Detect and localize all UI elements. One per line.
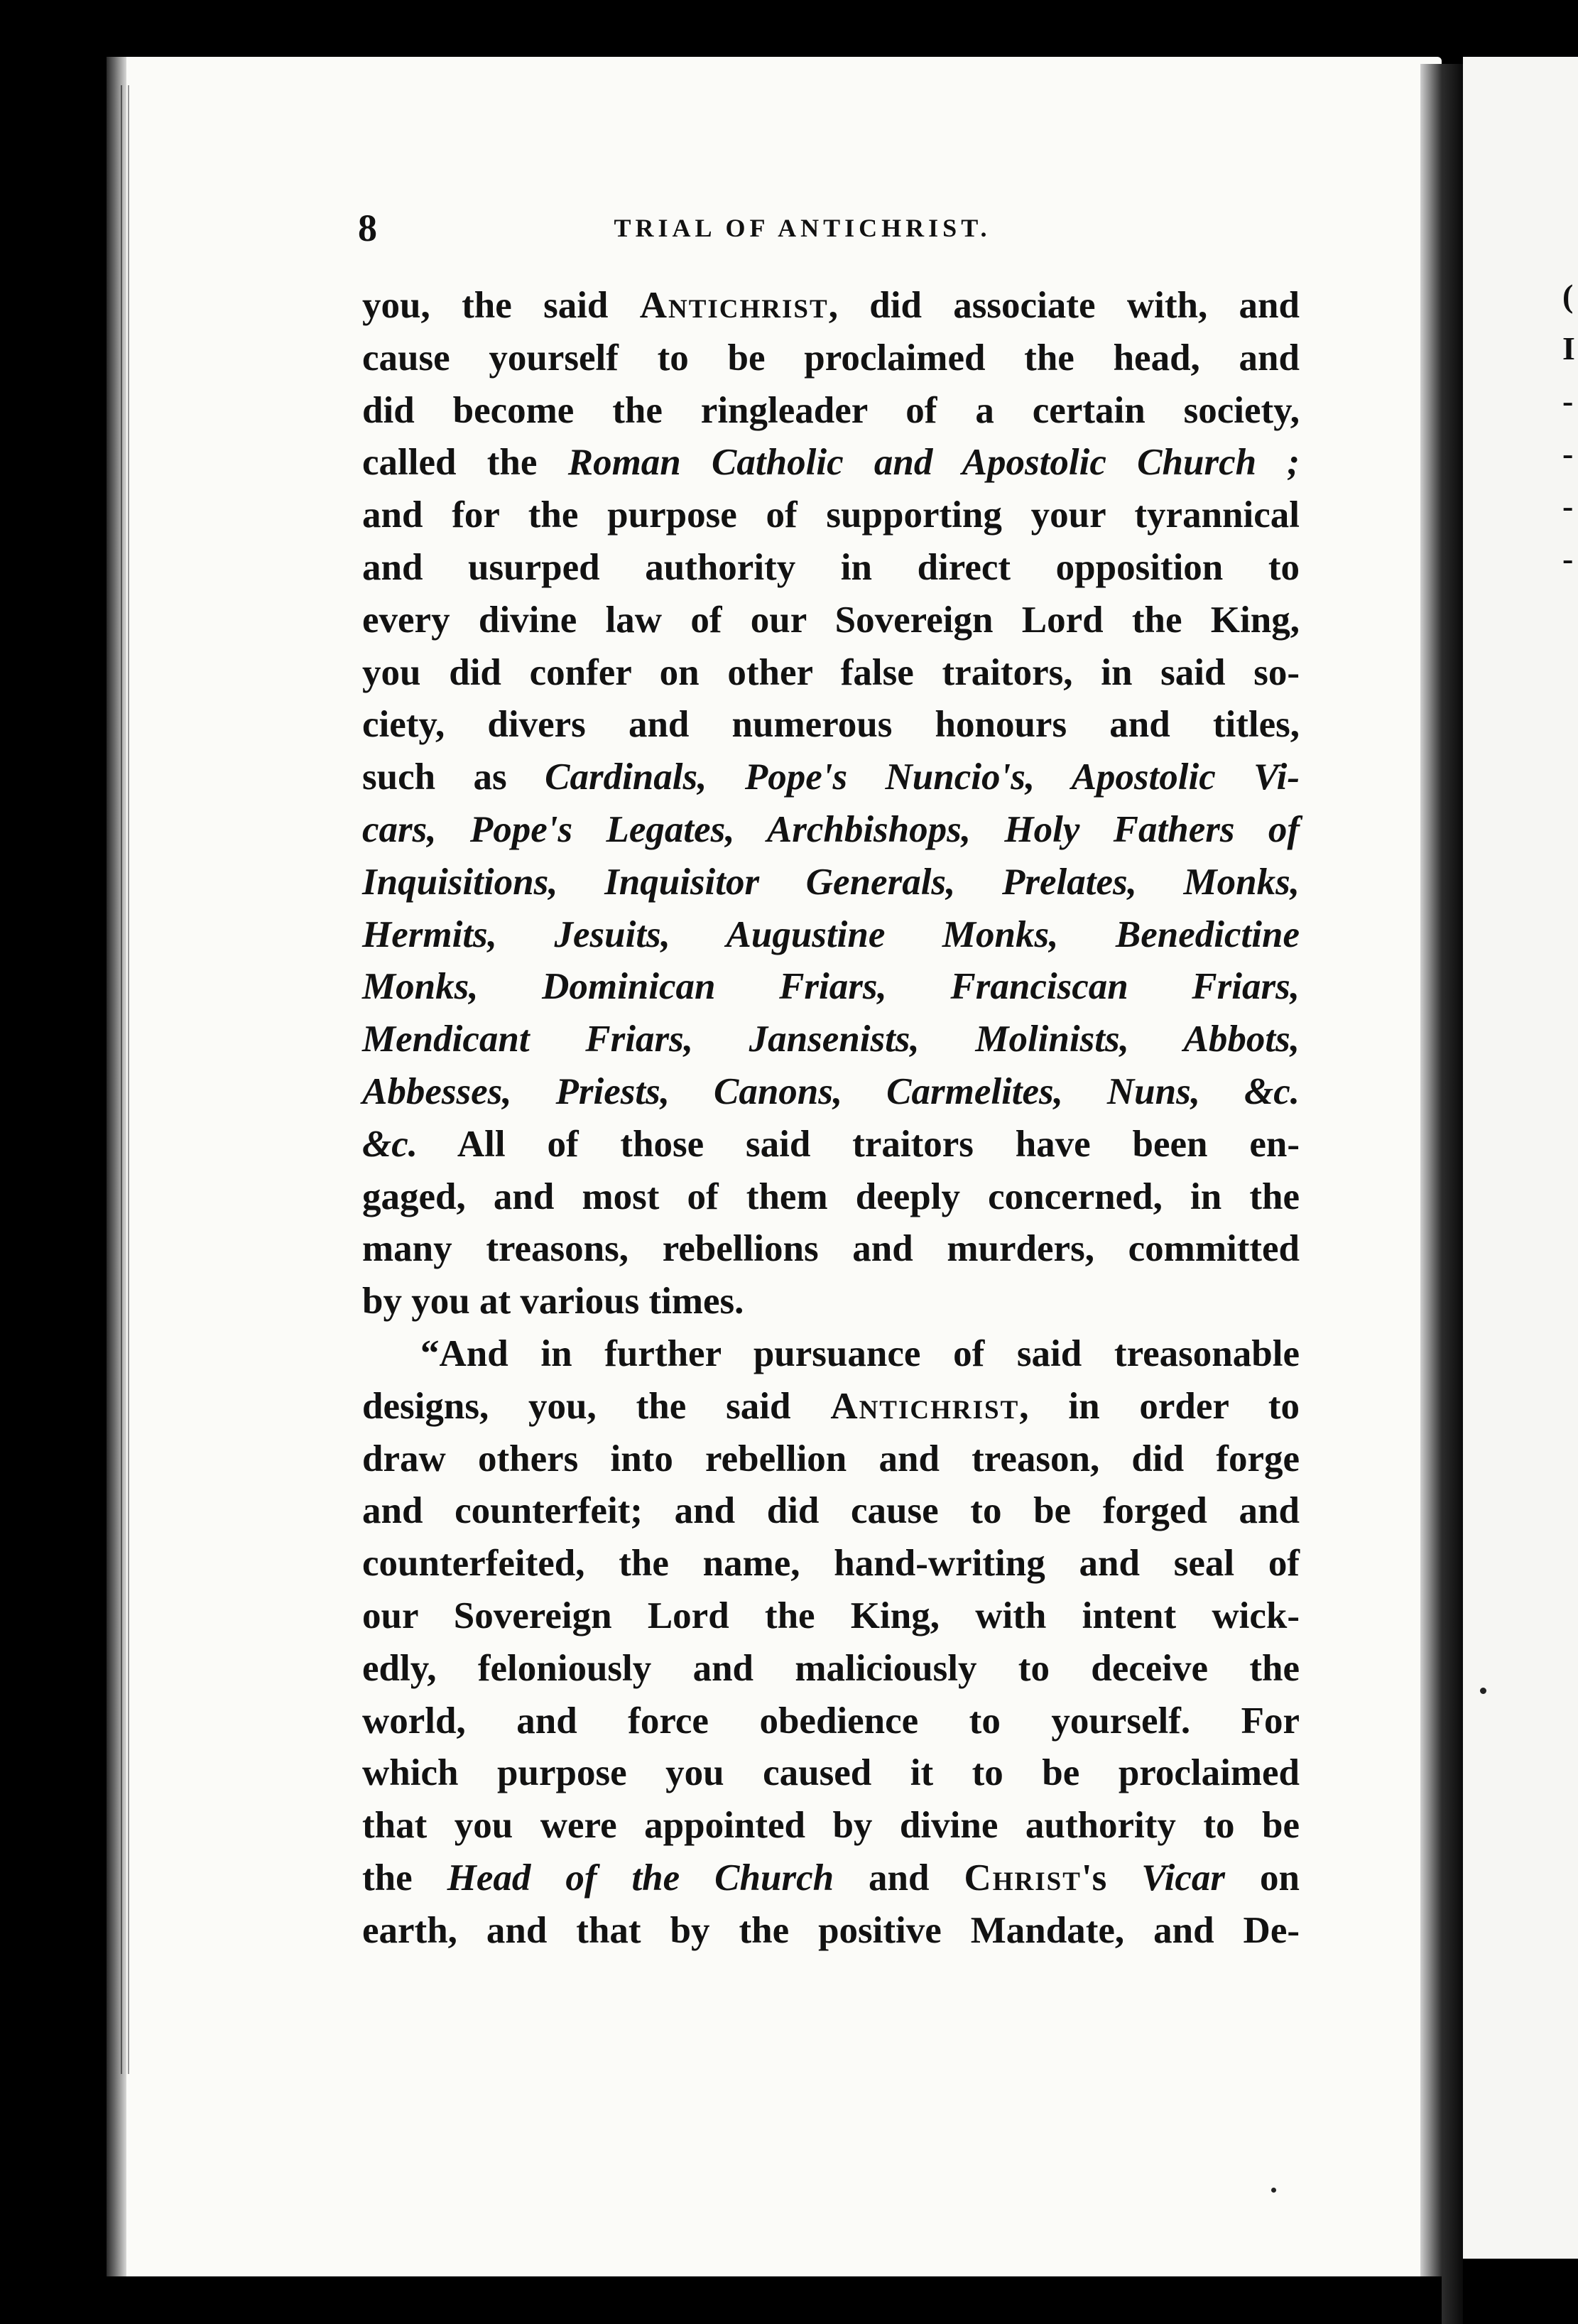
text-run: such as bbox=[362, 756, 545, 798]
text-line: earth, and that by the positive Mandate, and De- bbox=[362, 1909, 1300, 1951]
text-line: our Sovereign Lord the King, with intent wick- bbox=[362, 1595, 1300, 1636]
text-line: every divine law of our Sovereign Lord the King, bbox=[362, 599, 1300, 641]
text-line bbox=[362, 1852, 1300, 1905]
text-line: did become the ringleader of a certain society, bbox=[362, 389, 1300, 431]
text-run: , in order to bbox=[1019, 1385, 1300, 1427]
text-line bbox=[362, 1119, 1300, 1171]
italic-run: Vicar bbox=[1141, 1857, 1226, 1899]
next-page-char: - bbox=[1562, 383, 1574, 419]
text-run: called the bbox=[362, 442, 568, 484]
book-gutter bbox=[1420, 64, 1463, 2324]
text-line: and usurped authority in direct opposition to bbox=[362, 546, 1300, 588]
bottom-shadow bbox=[107, 2276, 1442, 2324]
text-line: many treasons, rebellions and murders, committed bbox=[362, 1228, 1300, 1270]
italic-run: &c. bbox=[362, 1123, 418, 1165]
text-line: ciety, divers and numerous honours and titles, bbox=[362, 704, 1300, 746]
italic-run: Roman Catholic and Apostolic Church ; bbox=[567, 442, 1300, 484]
italic-run: Head of the Church bbox=[447, 1857, 834, 1899]
next-page-char: ( bbox=[1562, 278, 1574, 314]
text-line: Abbesses, Priests, Canons, Carmelites, Nuns, &c. bbox=[362, 1070, 1300, 1112]
next-page-bottom-shadow bbox=[1463, 2259, 1578, 2324]
ink-speck bbox=[1480, 1688, 1486, 1694]
body-text bbox=[362, 280, 1300, 1958]
text-line: Inquisitions, Inquisitor Generals, Prelates, Monks, bbox=[362, 861, 1300, 903]
text-line: Mendicant Friars, Jansenists, Molinists, Abbots, bbox=[362, 1019, 1300, 1060]
text-line: that you were appointed by divine authority to be bbox=[362, 1805, 1300, 1847]
text-line: draw others into rebellion and treason, did forge bbox=[362, 1438, 1300, 1479]
text-line: Monks, Dominican Friars, Franciscan Friars, bbox=[362, 966, 1300, 1008]
page-number: 8 bbox=[358, 207, 377, 249]
small-caps-name: Antichrist bbox=[830, 1385, 1020, 1427]
text-run: on bbox=[1225, 1857, 1300, 1899]
text-run: the bbox=[362, 1857, 447, 1899]
text-run: designs, you, the said bbox=[362, 1385, 831, 1427]
text-run: you, the said bbox=[362, 285, 640, 326]
text-run: , did associate with, and bbox=[828, 285, 1300, 326]
text-line bbox=[362, 437, 1300, 489]
text-run: All of those said traitors have been en- bbox=[418, 1123, 1300, 1165]
small-caps-name: Antichrist bbox=[639, 285, 829, 326]
text-line: counterfeited, the name, hand-writing and seal of bbox=[362, 1543, 1300, 1585]
text-run: 's bbox=[1081, 1857, 1142, 1899]
next-page-char: I bbox=[1562, 330, 1575, 366]
text-line: by you at various times. bbox=[362, 1281, 744, 1323]
text-line: and for the purpose of supporting your tyrannical bbox=[362, 494, 1300, 536]
running-title: TRIAL OF ANTICHRIST. bbox=[614, 214, 991, 242]
text-line: Hermits, Jesuits, Augustine Monks, Benedictine bbox=[362, 913, 1300, 955]
text-line bbox=[362, 1381, 1300, 1433]
next-page-char: - bbox=[1562, 541, 1574, 577]
text-line bbox=[362, 751, 1300, 804]
text-line: which purpose you caused it to be proclaimed bbox=[362, 1752, 1300, 1794]
text-line: edly, feloniously and maliciously to deceive the bbox=[362, 1647, 1300, 1689]
text-run: and bbox=[834, 1857, 964, 1899]
text-line: world, and force obedience to yourself. For bbox=[362, 1700, 1300, 1742]
text-line: and counterfeit; and did cause to be forged and bbox=[362, 1490, 1300, 1532]
text-line bbox=[362, 280, 1300, 332]
page-edge-lines bbox=[121, 85, 129, 2074]
next-page-margin-chars bbox=[1562, 270, 1578, 585]
text-line: cars, Pope's Legates, Archbishops, Holy Fathers of bbox=[362, 808, 1300, 850]
next-page-char: - bbox=[1562, 435, 1574, 472]
next-page-char: - bbox=[1562, 488, 1574, 524]
text-line: cause yourself to be proclaimed the head, and bbox=[362, 337, 1300, 379]
next-page-fragment bbox=[1463, 57, 1578, 2259]
text-line: you did confer on other false traitors, in said so- bbox=[362, 651, 1300, 693]
ink-speck bbox=[1271, 2188, 1276, 2193]
italic-run: Cardinals, Pope's Nuncio's, Apostolic Vi- bbox=[545, 756, 1300, 798]
small-caps-name: Christ bbox=[964, 1857, 1082, 1899]
text-line: “And in further pursuance of said treasonable bbox=[420, 1332, 1300, 1374]
text-line: gaged, and most of them deeply concerned, in the bbox=[362, 1175, 1300, 1217]
